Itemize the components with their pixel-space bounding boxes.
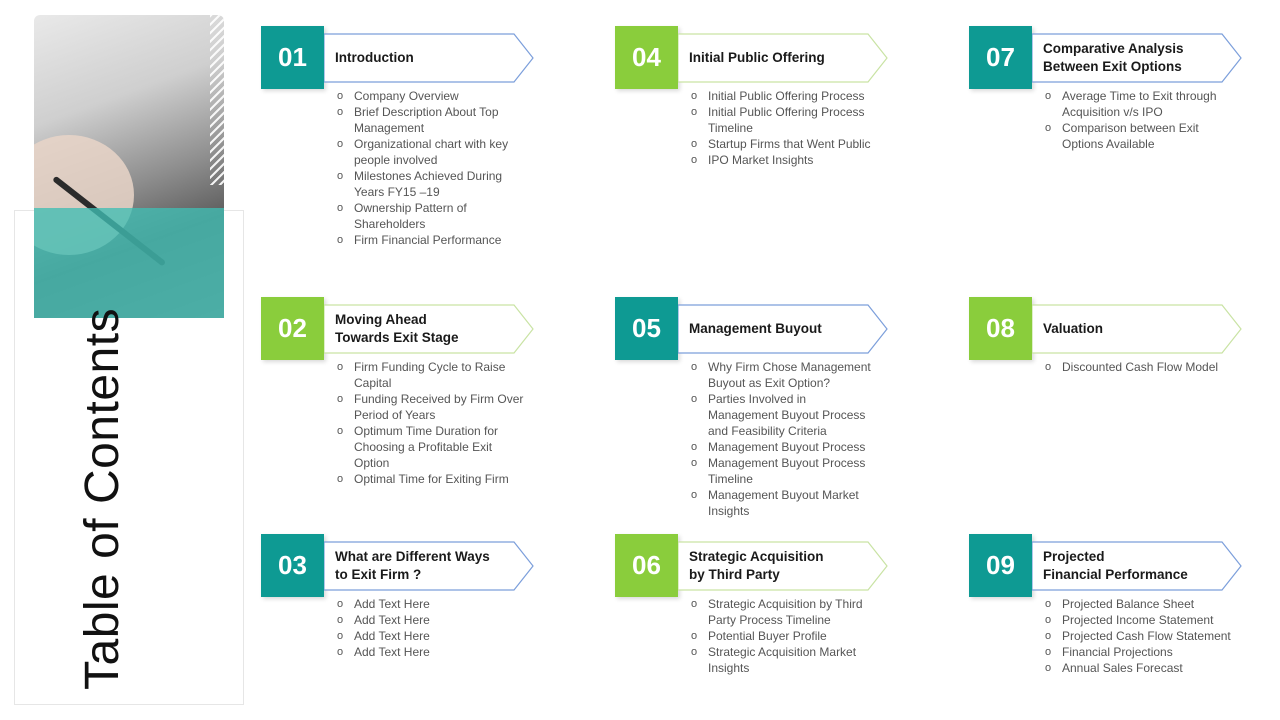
section-number-badge: 01 (261, 26, 324, 89)
list-item: o Projected Balance Sheet (1043, 596, 1233, 612)
section-heading-line: Management Buyout (689, 320, 822, 336)
section-item-list (689, 596, 879, 676)
section-heading-line: Strategic Acquisition (689, 548, 824, 564)
list-item: o Firm Financial Performance (335, 232, 525, 248)
list-item: o Add Text Here (335, 644, 525, 660)
section-item-list (1043, 88, 1233, 152)
list-item: o Why Firm Chose Management Buyout as Exit Option? (689, 359, 879, 391)
section-number-badge: 06 (615, 534, 678, 597)
section-number-badge: 07 (969, 26, 1032, 89)
section-item-list (335, 88, 525, 248)
list-item: o Average Time to Exit through Acquisition v/s IPO (1043, 88, 1233, 120)
list-item: o Firm Funding Cycle to Raise Capital (335, 359, 525, 391)
section-number-badge: 08 (969, 297, 1032, 360)
section-heading (335, 33, 520, 82)
section-heading-line: Financial Performance (1043, 566, 1188, 582)
section-heading-line: Towards Exit Stage (335, 329, 459, 345)
list-item: o Brief Description About Top Management (335, 104, 525, 136)
section-heading (689, 304, 874, 353)
section-item-list (1043, 359, 1233, 375)
section-heading-line: by Third Party (689, 566, 780, 582)
section-heading-line: Introduction (335, 49, 414, 65)
list-item: o Parties Involved in Management Buyout Process and Feasibility Criteria (689, 391, 879, 439)
photo-stripe-decoration (210, 15, 224, 185)
section-item-list (335, 596, 525, 660)
list-item: o Projected Cash Flow Statement (1043, 628, 1233, 644)
list-item: o Projected Income Statement (1043, 612, 1233, 628)
list-item: o Milestones Achieved During Years FY15 –19 (335, 168, 525, 200)
section-heading-line: Comparative Analysis (1043, 40, 1184, 56)
list-item: o Management Buyout Process (689, 439, 879, 455)
section-heading (689, 541, 874, 590)
section-heading-line: What are Different Ways (335, 548, 490, 564)
list-item: o Management Buyout Process Timeline (689, 455, 879, 487)
list-item: o Comparison between Exit Options Available (1043, 120, 1233, 152)
section-item-list (689, 88, 879, 168)
section-heading (335, 541, 520, 590)
section-number-badge: 09 (969, 534, 1032, 597)
section-number-badge: 02 (261, 297, 324, 360)
list-item: o Initial Public Offering Process Timeline (689, 104, 879, 136)
list-item: o Management Buyout Market Insights (689, 487, 879, 519)
section-heading-line: Between Exit Options (1043, 58, 1182, 74)
list-item: o Discounted Cash Flow Model (1043, 359, 1233, 375)
section-heading (1043, 33, 1228, 82)
section-item-list (689, 359, 879, 519)
list-item: o Potential Buyer Profile (689, 628, 879, 644)
list-item: o Financial Projections (1043, 644, 1233, 660)
list-item: o Add Text Here (335, 628, 525, 644)
section-item-list (1043, 596, 1233, 676)
list-item: o Initial Public Offering Process (689, 88, 879, 104)
list-item: o Organizational chart with key people involved (335, 136, 525, 168)
list-item: o IPO Market Insights (689, 152, 879, 168)
list-item: o Strategic Acquisition by Third Party Process Timeline (689, 596, 879, 628)
section-number-badge: 04 (615, 26, 678, 89)
section-number-badge: 03 (261, 534, 324, 597)
section-heading-line: Moving Ahead (335, 311, 427, 327)
section-heading-line: Valuation (1043, 320, 1104, 336)
list-item: o Ownership Pattern of Shareholders (335, 200, 525, 232)
section-heading (335, 304, 520, 353)
list-item: o Startup Firms that Went Public (689, 136, 879, 152)
section-number-badge: 05 (615, 297, 678, 360)
section-item-list (335, 359, 525, 487)
list-item: o Add Text Here (335, 596, 525, 612)
section-heading-line: Initial Public Offering (689, 49, 825, 65)
section-heading (1043, 541, 1228, 590)
section-heading-line: to Exit Firm ? (335, 566, 422, 582)
list-item: o Company Overview (335, 88, 525, 104)
list-item: o Annual Sales Forecast (1043, 660, 1233, 676)
list-item: o Optimal Time for Exiting Firm (335, 471, 525, 487)
section-heading (689, 33, 874, 82)
list-item: o Strategic Acquisition Market Insights (689, 644, 879, 676)
page-title: Table of Contents (76, 307, 129, 690)
section-heading-line: Projected (1043, 548, 1105, 564)
list-item: o Optimum Time Duration for Choosing a Profitable Exit Option (335, 423, 525, 471)
list-item: o Funding Received by Firm Over Period of Years (335, 391, 525, 423)
section-heading (1043, 304, 1228, 353)
list-item: o Add Text Here (335, 612, 525, 628)
